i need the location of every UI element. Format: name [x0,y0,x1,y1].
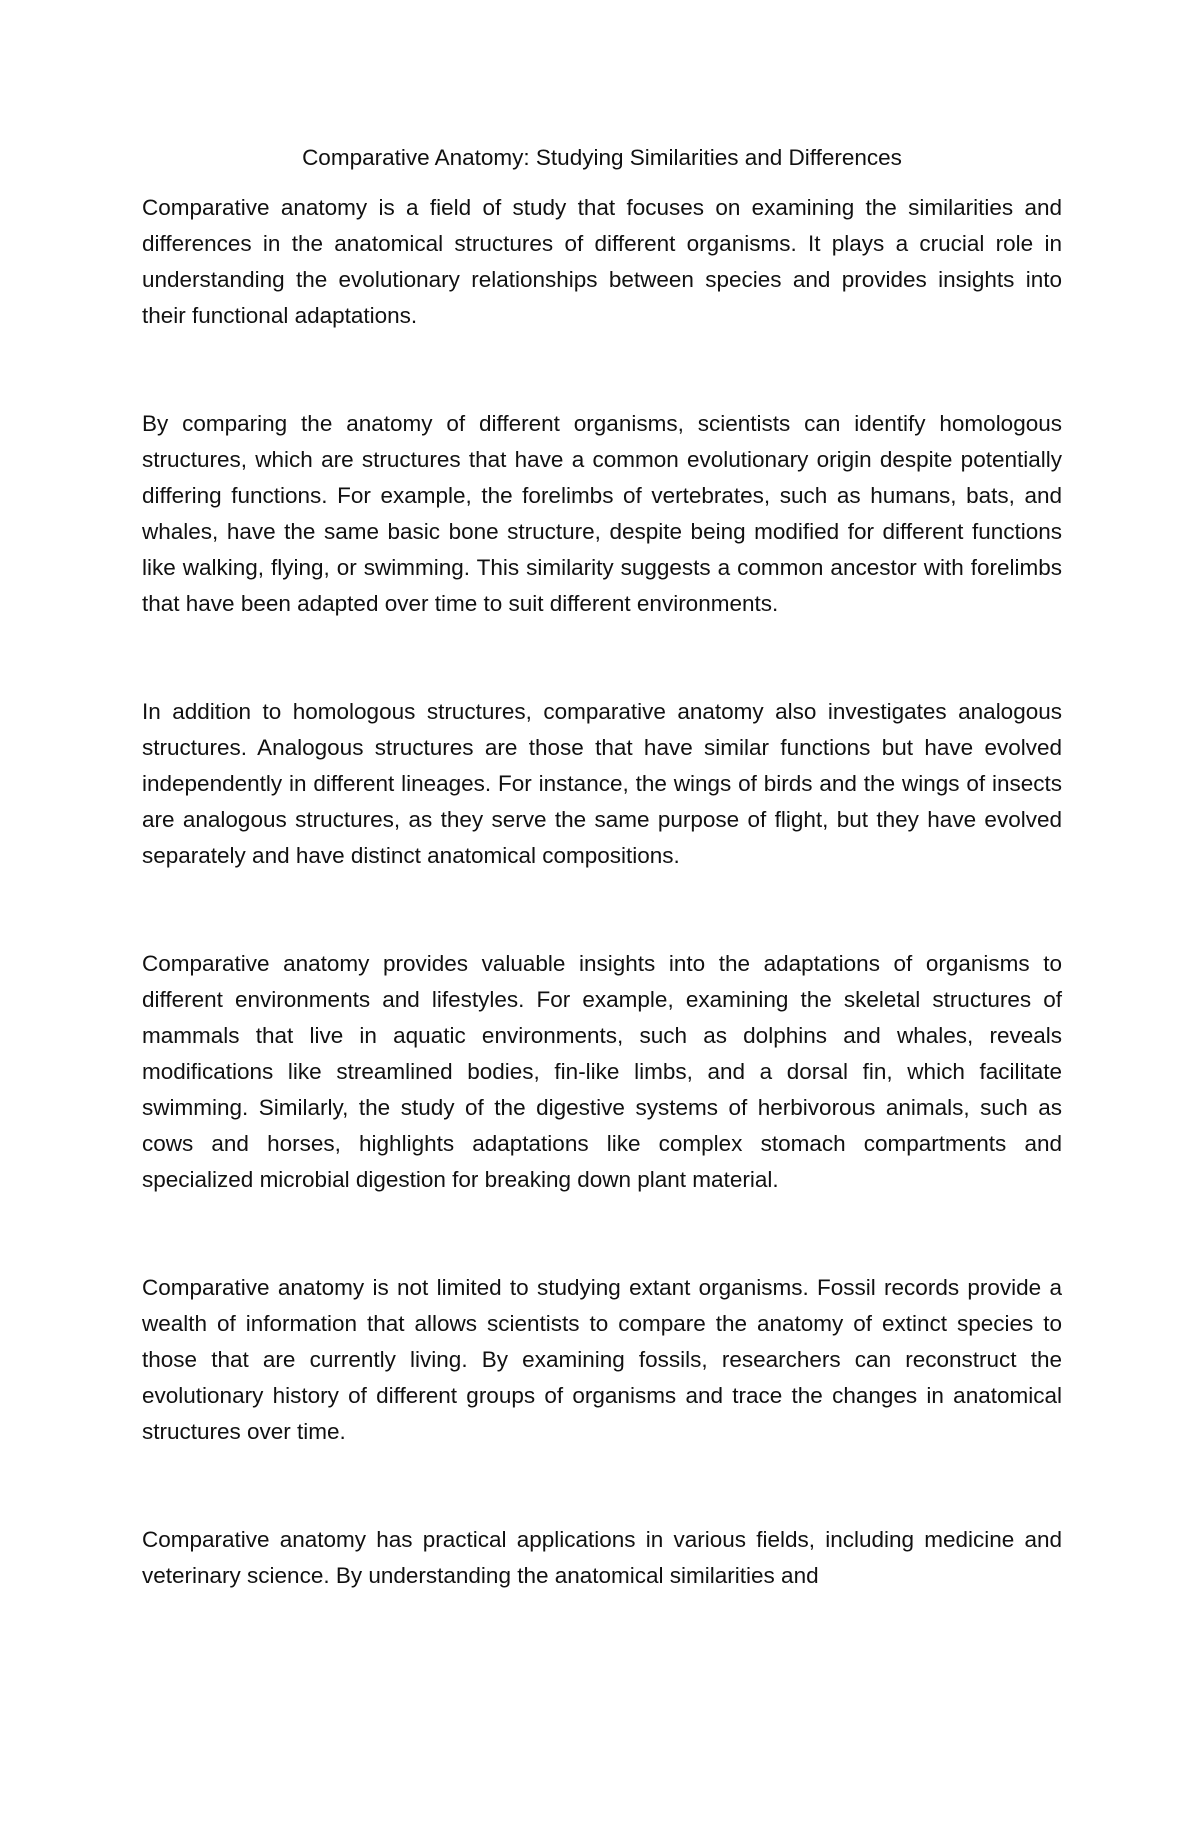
paragraph-analogous: In addition to homologous structures, comparative anatomy also investigates analogous structures. Analogous structures are those that have similar functions but have evolved independently in different lineages. For instance, the wings of birds and the wings of insects are analogous structures, as they serve the same purpose of flight, but they have evolved separately and have distinct anatomical compositions. [142,699,1062,868]
paragraph-adaptations: Comparative anatomy provides valuable insights into the adaptations of organisms to different environments and lifestyles. For example, examining the skeletal structures of mammals that live in aquatic environments, such as dolphins and whales, reveals modifications like streamlined bodies, fin-like limbs, and a dorsal fin, which facilitate swimming. Similarly, the study of the digestive systems of herbivorous animals, such as cows and horses, highlights adaptations like complex stomach compartments and specialized microbial digestion for breaking down plant material. [142,951,1062,1192]
document-title: Comparative Anatomy: Studying Similarities and Differences [302,145,902,170]
paragraph-homologous: By comparing the anatomy of different organisms, scientists can identify homologous structures, which are structures that have a common evolutionary origin despite potentially differing functions. For example, the forelimbs of vertebrates, such as humans, bats, and whales, have the same basic bone structure, despite being modified for different functions like walking, flying, or swimming. This similarity suggests a common ancestor with forelimbs that have been adapted over time to suit different environments. [142,411,1062,616]
paragraph-intro: Comparative anatomy is a field of study that focuses on examining the similarities and differences in the anatomical structures of different organisms. It plays a crucial role in understanding the evolutionary relationships between species and provides insights into their functional adaptations. [142,195,1062,328]
paragraph-fossils: Comparative anatomy is not limited to studying extant organisms. Fossil records provide a wealth of information that allows scientists to compare the anatomy of extinct species to those that are currently living. By examining fossils, researchers can reconstruct the evolutionary history of different groups of organisms and trace the changes in anatomical structures over time. [142,1275,1062,1444]
document-body [142,140,1062,1594]
paragraph-applications: Comparative anatomy has practical applications in various fields, including medicine and veterinary science. By understanding the anatomical similarities and [142,1527,1062,1588]
